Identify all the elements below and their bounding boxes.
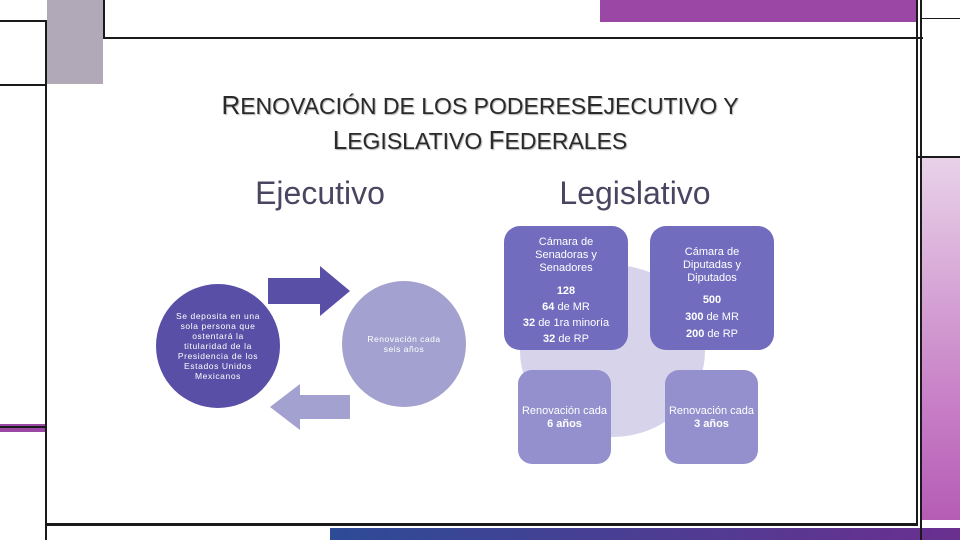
arrow-right-icon [268, 266, 352, 316]
senadores-total: 128 [556, 285, 576, 297]
senadores-mr-label: de MR [557, 301, 590, 313]
diputados-total: 500 [702, 294, 722, 306]
decor-line [45, 20, 47, 540]
diputados-mr-label: de MR [706, 311, 739, 323]
legislativo-heading: Legislativo [559, 175, 711, 211]
senadores-min-label: de 1ra minoría [538, 317, 610, 329]
diputados-box [650, 226, 774, 350]
decor-block-gray [47, 0, 103, 84]
decor-line [103, 37, 923, 39]
renovacion-label: Renovación cada [668, 405, 754, 417]
decor-line [45, 523, 918, 526]
decor-line [103, 0, 105, 38]
senadores-name: Cámara de Senadoras y Senadores [535, 236, 597, 274]
deposit-text: Se deposita en una sola persona que ostentará la titularidad de la Presidencia de los Estados Unidos Mexicanos [175, 311, 261, 381]
title-text: EDERALES [504, 128, 628, 154]
decor-block-purple-top [600, 0, 916, 22]
diputados-rp-num: 200 [686, 328, 705, 340]
arrow-left-icon [270, 384, 350, 430]
ejecutivo-deposit-circle [156, 284, 280, 408]
title-text: F [488, 125, 505, 155]
senadores-renovacion-box [518, 370, 611, 464]
senadores-rp-label: de RP [558, 333, 589, 345]
renovacion-value: 6 años [547, 418, 582, 430]
title-text: EGISLATIVO [347, 128, 489, 154]
slide-title [150, 88, 810, 158]
decor-line [0, 84, 47, 86]
decor-line [0, 20, 47, 22]
title-text: E [586, 90, 604, 120]
decor-block-gradient-right [921, 158, 960, 520]
renovacion-label: Renovación cada [521, 405, 607, 417]
ejecutivo-renovacion-circle [342, 281, 466, 407]
decor-line [916, 0, 918, 525]
decor-bar-bottom [330, 528, 960, 540]
title-text: ENOVACIÓN DE LOS PODERES [240, 93, 587, 119]
renovacion-value: 3 años [694, 418, 729, 430]
senadores-box [504, 226, 628, 350]
diputados-renovacion-box [665, 370, 758, 464]
diputados-rp-label: de RP [707, 328, 738, 340]
diputados-name: Cámara de Diputadas y Diputados [682, 246, 742, 284]
title-text: L [332, 125, 348, 155]
ejecutivo-heading: Ejecutivo [255, 175, 385, 211]
title-text: R [221, 90, 241, 120]
decor-line [0, 426, 47, 428]
senadores-mr-num: 64 [542, 301, 555, 313]
senadores-min-num: 32 [522, 317, 536, 329]
senadores-rp-num: 32 [543, 333, 556, 345]
decor-line [920, 18, 960, 19]
renovacion-text: Renovación cada seis años [367, 334, 441, 354]
decor-line [920, 0, 922, 540]
title-text: JECUTIVO Y [603, 93, 739, 119]
diputados-mr-num: 300 [685, 311, 704, 323]
decor-line [916, 156, 960, 158]
